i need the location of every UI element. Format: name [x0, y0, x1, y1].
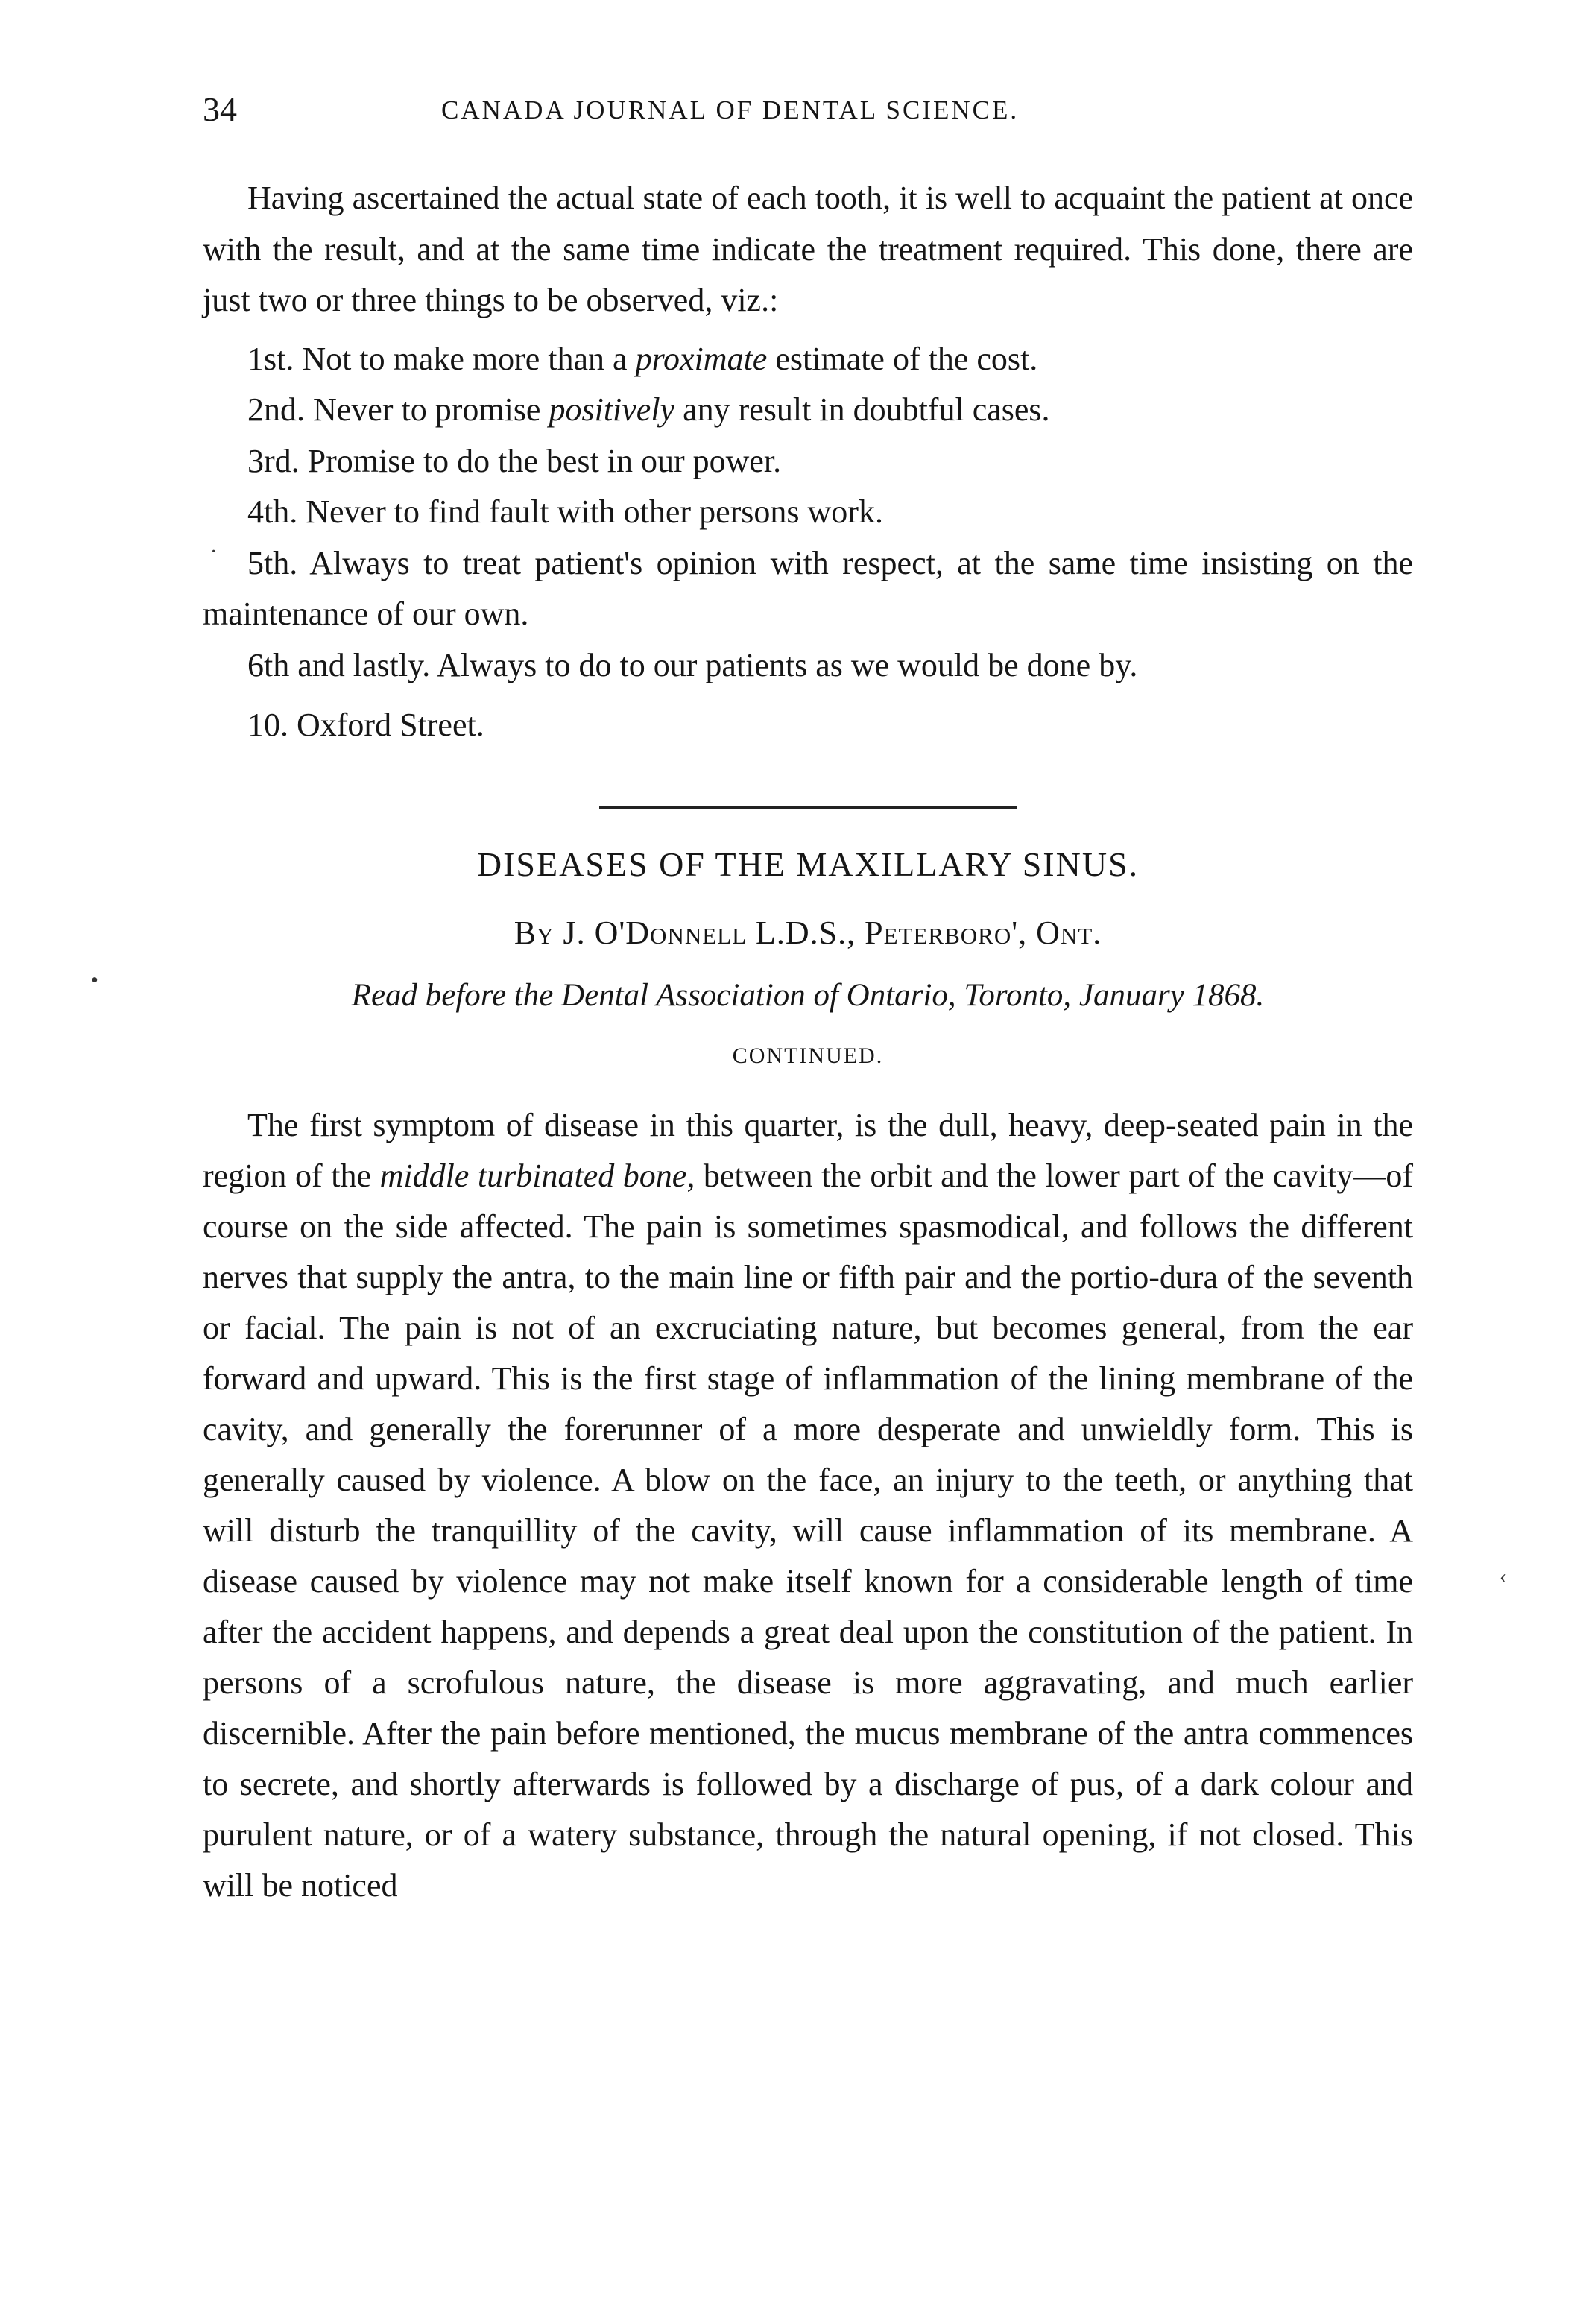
rule-text: Never to promise — [313, 391, 549, 428]
rule-text: Not to make more than a — [302, 340, 636, 377]
body-paragraph — [203, 1100, 1413, 1911]
rule-emphasis: proximate — [635, 340, 768, 377]
rule-item — [203, 640, 1413, 692]
body-text-cont: , between the orbit and the lower part of the cavity—of course on the side affected. The pain is sometimes spasmodical, and follows the different nerves that supply the antra, to the main line or fifth pair and the portio-dura of the seventh or facial. The pain is not of an excruciating nature, but becomes general, from the ear forward and upward. This is the first stage of inflammation of the lining membrane of the cavity, and generally the forerunner of a more desperate and unwieldly form. This is generally caused by violence. A blow on the face, an injury to the teeth, or anything that will disturb the tranquillity of the cavity, will cause inflammation of its membrane. A disease caused by violence may not make itself known for a considerable length of time after the accident happens, and depends a great deal upon the constitution of the patient. In persons of a scrofulous nature, the disease is more aggravating, and much earlier discernible. After the pain before mentioned, the mucus membrane of the antra commences to secrete, and shortly afterwards is followed by a discharge of pus, of a dark colour and purulent nature, or of a watery substance, through the natural opening, if not closed. This will be noticed — [203, 1157, 1414, 1904]
continued-label: CONTINUED. — [732, 1043, 884, 1068]
running-head — [203, 89, 1413, 137]
rule-text-end: any result in doubtful cases. — [674, 391, 1050, 428]
rules-list — [203, 334, 1413, 692]
address-signoff: 10. Oxford Street. — [247, 707, 484, 743]
journal-page — [203, 89, 1413, 1911]
rule-text: Never to find fault with other persons work. — [306, 493, 883, 530]
rule-number: 4th. — [247, 493, 298, 530]
margin-dot: • — [91, 969, 98, 992]
byline: By J. O'Donnell L.D.S., Peterboro', Ont. — [514, 914, 1102, 951]
margin-tick: ‹ — [1500, 1565, 1507, 1588]
article-title: DISEASES OF THE MAXILLARY SINUS. — [476, 844, 1140, 883]
page-number: 34 — [203, 90, 237, 128]
section-divider — [599, 806, 1017, 809]
rule-text: Always to do to our patients as we would be done by. — [436, 646, 1138, 683]
rule-text-end: estimate of the cost. — [767, 340, 1038, 377]
rule-item — [203, 538, 1413, 640]
rule-number: 5th. — [247, 544, 298, 581]
rule-item — [203, 334, 1413, 385]
rule-number: 6th and lastly. — [247, 646, 431, 683]
rule-item — [203, 487, 1413, 538]
rule-text: Promise to do the best in our power. — [307, 442, 782, 479]
body-text: The first symptom of disease in this quarter, is the dull, heavy, deep-seated pain in the region of the — [203, 1106, 1413, 1194]
rule-text: Always to treat patient's opinion with respect, at the same time insisting on the maintenance of our own. — [203, 544, 1414, 632]
body-emphasis: middle turbinated bone — [379, 1157, 687, 1194]
rule-number: 2nd. — [247, 391, 305, 428]
rule-number: 1st. — [247, 340, 294, 377]
rule-item — [203, 436, 1413, 487]
margin-dot: · — [210, 540, 218, 563]
article-body — [203, 1100, 1413, 1911]
rule-number: 3rd. — [247, 442, 300, 479]
intro-paragraph: Having ascertained the actual state of each tooth, it is well to acquaint the patient at once with the result, and at the same time indicate the treatment required. This done, there are just two or three things to be observed, viz.: — [203, 180, 1413, 318]
rule-emphasis: positively — [549, 391, 675, 428]
running-title: CANADA JOURNAL OF DENTAL SCIENCE. — [441, 95, 1020, 124]
rule-item — [203, 385, 1413, 436]
read-note: Read before the Dental Association of Ontario, Toronto, January 1868. — [351, 977, 1265, 1013]
